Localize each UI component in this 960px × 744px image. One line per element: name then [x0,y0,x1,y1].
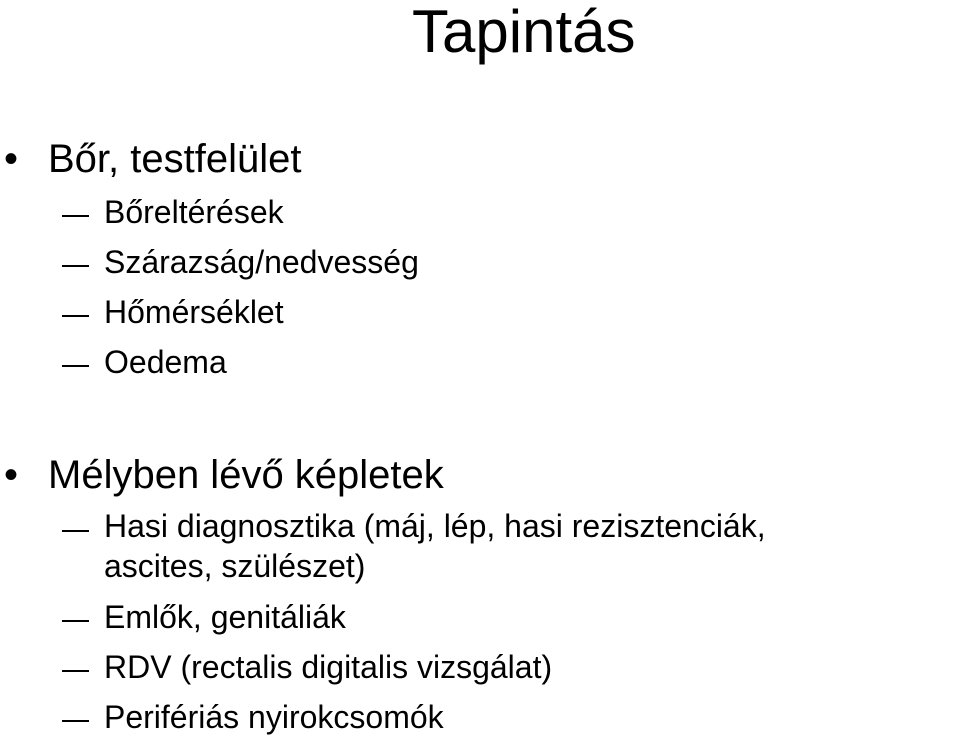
dash-icon [62,265,89,267]
sub-item-label: ascites, szülészet) [104,548,366,584]
sub-item-label: Hőmérséklet [104,294,284,330]
dash-icon [62,530,89,532]
sub-item-label: Emlők, genitáliák [104,599,346,635]
bullet-icon: • [4,137,19,181]
sub-item-label: Oedema [104,344,227,380]
dash-icon [62,215,89,217]
dash-icon [62,365,89,367]
bullet-icon: • [4,453,19,497]
bullet-label: Mélyben lévő képletek [48,453,444,497]
sub-item-label: Bőreltérések [104,194,284,230]
dash-icon [62,720,89,722]
slide-title: Tapintás [412,0,636,65]
bullet-label: Bőr, testfelület [48,137,302,181]
dash-icon [62,670,89,672]
sub-item-label: Szárazság/nedvesség [104,244,419,280]
sub-item-label: RDV (rectalis digitalis vizsgálat) [104,649,553,685]
sub-item-label: Perifériás nyirokcsomók [104,699,444,735]
dash-icon [62,620,89,622]
sub-item-label: Hasi diagnosztika (máj, lép, hasi rezisztenciák, [104,508,766,544]
dash-icon [62,315,89,317]
